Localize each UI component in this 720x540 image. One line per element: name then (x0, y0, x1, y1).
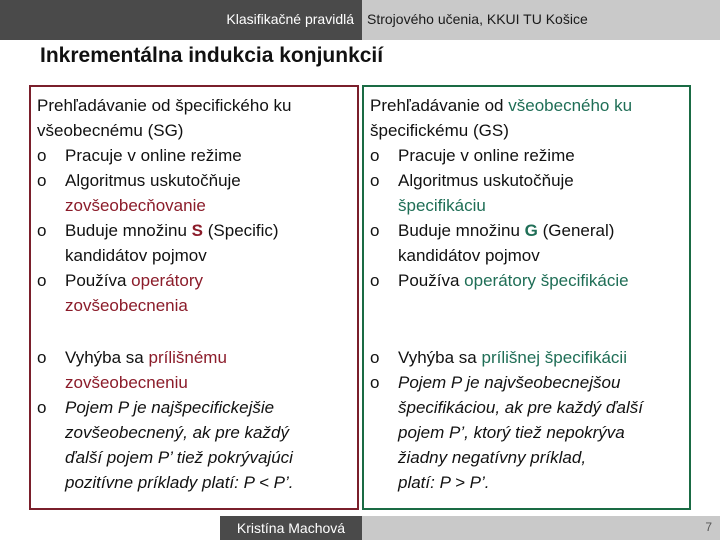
list-item: o Algoritmus uskutočňuje špecifikáciu (370, 168, 683, 218)
header-bar (0, 0, 720, 40)
set-s-label: S (191, 221, 203, 240)
bullet-marker: o (370, 171, 380, 190)
bullet-marker: o (37, 146, 47, 165)
footer-author: Kristína Machová (220, 516, 362, 540)
list-item: o Pracuje v online režime (37, 143, 351, 168)
bullet-marker: o (370, 146, 380, 165)
gs-box (362, 85, 691, 510)
gs-bullet-list-2 (370, 345, 683, 495)
bullet-marker: o (37, 171, 47, 190)
bullet-marker: o (37, 271, 47, 290)
bullet-marker: o (370, 271, 380, 290)
list-item: o Používa operátory špecifikácie (370, 268, 683, 293)
list-item: o Vyhýba sa prílišnému zovšeobecneniu (37, 345, 351, 395)
slide-title: Inkrementálna indukcia konjunkcií (40, 44, 384, 67)
sg-bullet-list (37, 143, 351, 318)
header-institution: Strojového učenia, KKUI TU Košice (367, 11, 588, 27)
list-item: o Používa operátory zovšeobecnenia (37, 268, 351, 318)
bullet-marker: o (370, 221, 380, 240)
gs-heading: Prehľadávanie od všeobecného ku špecifickému (GS) (370, 96, 633, 140)
footer-bar (0, 516, 720, 540)
bullet-marker: o (37, 221, 47, 240)
bullet-marker: o (37, 398, 47, 417)
list-item: o Pojem P je najšpecifickejšie zovšeobecnený, ak pre každý ďalší pojem P’ tiež pokrývajúci pozitívne príklady platí: P < P’. (37, 395, 351, 495)
list-item: o Algoritmus uskutočňuje zovšeobecňovanie (37, 168, 351, 218)
sg-box (29, 85, 359, 510)
bullet-marker: o (370, 373, 380, 392)
gs-bullet-list (370, 143, 683, 293)
header-course-topic: Klasifikačné pravidlá (226, 11, 354, 27)
list-item: o Pracuje v online režime (370, 143, 683, 168)
list-item: o Pojem P je najvšeobecnejšou špecifikáciou, ak pre každý ďalší pojem P’, ktorý tiež nepokrýva žiadny negatívny príklad, platí: P > P’. (370, 370, 683, 495)
header-left-panel (0, 0, 362, 40)
page-number: 7 (705, 520, 712, 534)
set-g-label: G (524, 221, 538, 240)
list-item: o Buduje množinu S (Specific) kandidátov pojmov (37, 218, 351, 268)
bullet-marker: o (37, 348, 47, 367)
sg-heading: Prehľadávanie od špecifického ku všeobecnému (SG) (37, 96, 292, 140)
list-item: o Vyhýba sa prílišnej špecifikácii (370, 345, 683, 370)
list-item: o Buduje množinu G (General) kandidátov pojmov (370, 218, 683, 268)
bullet-marker: o (370, 348, 380, 367)
header-right-panel (362, 0, 720, 40)
footer-right-panel (362, 516, 720, 540)
sg-bullet-list-2 (37, 345, 351, 495)
